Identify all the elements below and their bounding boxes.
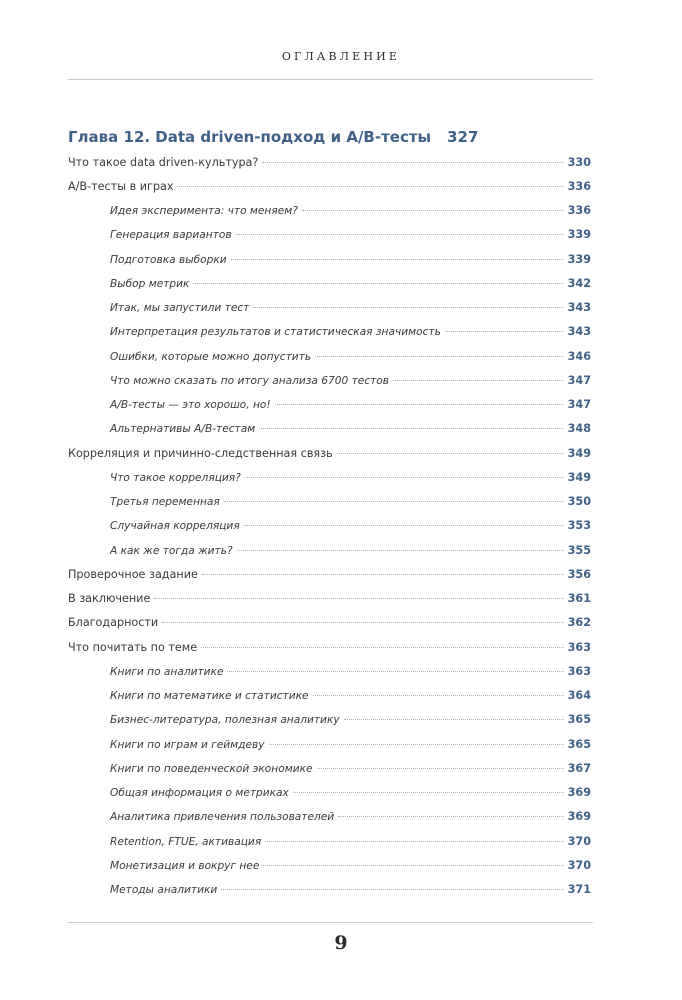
- toc-entry-label: Бизнес-литература, полезная аналитику: [110, 714, 340, 727]
- toc-subentry[interactable]: [68, 199, 591, 223]
- toc-entry-label: Выбор метрик: [110, 277, 190, 290]
- toc-entry[interactable]: [68, 563, 591, 587]
- toc-subentry[interactable]: [68, 490, 591, 514]
- dot-leader: [315, 356, 564, 357]
- toc-entry-label: В заключение: [68, 592, 151, 605]
- toc-subentry[interactable]: [68, 369, 591, 393]
- toc-entry-page: 363: [567, 664, 591, 678]
- toc-entry-page: 370: [567, 858, 591, 872]
- dot-leader: [202, 574, 564, 575]
- toc-entry[interactable]: [68, 636, 591, 660]
- dot-leader: [393, 380, 564, 381]
- dot-leader: [236, 234, 564, 235]
- toc-entry-page: 347: [567, 373, 591, 387]
- toc-entry-page: 353: [567, 519, 591, 533]
- toc-entry-label: Корреляция и причинно-следственная связь: [68, 446, 333, 460]
- dot-leader: [162, 622, 563, 623]
- toc-subentry[interactable]: [68, 248, 591, 272]
- toc-entry-label: Что почитать по теме: [68, 640, 198, 654]
- toc-entry-label: Книги по математике и статистике: [110, 690, 309, 702]
- header-divider: [68, 79, 593, 80]
- dot-leader: [259, 428, 563, 429]
- toc-subentry[interactable]: [68, 781, 591, 805]
- toc-subentry[interactable]: [68, 296, 591, 320]
- toc-entry-label: Методы аналитики: [110, 884, 218, 896]
- toc-entry-page: 370: [567, 834, 591, 848]
- toc-entry-page: 343: [567, 301, 591, 314]
- dot-leader: [344, 719, 564, 720]
- toc-entry-page: 361: [567, 592, 591, 605]
- toc-entry-page: 365: [567, 713, 591, 727]
- toc-entry-page: 369: [567, 810, 591, 824]
- dot-leader: [302, 210, 564, 211]
- toc-entry-label: Что такое data driven-культура?: [68, 155, 259, 169]
- toc-subentry[interactable]: [68, 345, 591, 369]
- toc-entry-page: 336: [567, 204, 591, 217]
- dot-leader: [337, 453, 564, 454]
- toc-entry-page: 339: [567, 228, 591, 242]
- toc-subentry[interactable]: [68, 684, 591, 708]
- dot-leader: [177, 186, 563, 187]
- toc-entry-label: Благодарности: [68, 616, 159, 630]
- chapter-page-number: 327: [447, 128, 479, 146]
- toc-subentry[interactable]: [68, 660, 591, 684]
- toc-subentry[interactable]: [68, 417, 591, 441]
- toc-entry-label: Книги по играм и геймдеву: [110, 738, 265, 751]
- page-number: 9: [334, 932, 348, 954]
- toc-entry[interactable]: [68, 611, 591, 635]
- toc-entry-label: Генерация вариантов: [110, 229, 232, 242]
- toc-entry-page: 346: [567, 349, 591, 363]
- dot-leader: [253, 307, 563, 308]
- toc-entry-page: 365: [567, 737, 591, 751]
- dot-leader: [269, 744, 564, 745]
- toc-entry-label: Что такое корреляция?: [110, 471, 241, 484]
- toc-entry-label: Интерпретация результатов и статистическая значимость: [110, 326, 441, 339]
- dot-leader: [227, 671, 563, 672]
- toc-entry-page: 348: [567, 422, 591, 436]
- dot-leader: [317, 768, 564, 769]
- chapter-title: Глава 12. Data driven-подход и А/В-тесты: [68, 128, 432, 146]
- toc-subentry[interactable]: [68, 757, 591, 781]
- toc-entry-page: 350: [567, 495, 591, 508]
- toc-entry-label: Книги по аналитике: [110, 665, 224, 678]
- toc-entry-label: Подготовка выборки: [110, 253, 227, 266]
- toc-subentry[interactable]: [68, 393, 591, 417]
- toc-subentry[interactable]: [68, 708, 591, 732]
- toc-subentry[interactable]: [68, 514, 591, 538]
- toc-entry-page: 342: [567, 276, 591, 290]
- toc-entry-label: А как же тогда жить?: [110, 544, 233, 557]
- dot-leader: [231, 259, 564, 260]
- dot-leader: [237, 550, 564, 551]
- toc-entry-page: 336: [567, 179, 591, 193]
- dot-leader: [293, 792, 564, 793]
- toc-entry-label: Книги по поведенческой экономике: [110, 762, 313, 775]
- toc-entry-label: Что можно сказать по итогу анализа 6700 тестов: [110, 374, 390, 387]
- toc-entry[interactable]: [68, 175, 591, 199]
- dot-leader: [245, 477, 564, 478]
- dot-leader: [154, 598, 563, 599]
- toc-entry-label: Аналитика привлечения пользователей: [110, 811, 335, 824]
- dot-leader: [265, 841, 563, 842]
- toc-entry[interactable]: [68, 587, 591, 611]
- toc-subentry[interactable]: [68, 223, 591, 247]
- toc-subentry[interactable]: [68, 805, 591, 829]
- running-header: ОГЛАВЛЕНИЕ: [281, 50, 401, 63]
- toc-entry-label: Итак, мы запустили тест: [110, 302, 250, 314]
- toc-entry[interactable]: [68, 151, 591, 175]
- toc-entry-page: 349: [567, 470, 591, 484]
- toc-subentry[interactable]: [68, 854, 591, 878]
- toc-entry-page: 330: [567, 155, 591, 169]
- chapter-heading[interactable]: [68, 126, 478, 148]
- dot-leader: [221, 889, 563, 890]
- toc-entry-label: Проверочное задание: [68, 567, 198, 581]
- dot-leader: [338, 816, 563, 817]
- dot-leader: [201, 647, 564, 648]
- toc-entry-page: 349: [567, 446, 591, 460]
- toc-subentry[interactable]: [68, 466, 591, 490]
- toc-entry-page: 356: [567, 567, 591, 581]
- toc-entry-label: Retention, FTUE, активация: [110, 835, 262, 848]
- footer-divider: [68, 922, 593, 923]
- dot-leader: [275, 404, 564, 405]
- table-of-contents: [68, 151, 591, 903]
- toc-entry-label: Идея эксперимента: что меняем?: [110, 205, 298, 217]
- dot-leader: [313, 695, 564, 696]
- toc-entry-label: Третья переменная: [110, 496, 220, 508]
- toc-entry-label: Ошибки, которые можно допустить: [110, 350, 312, 363]
- toc-subentry[interactable]: [68, 272, 591, 296]
- toc-entry-page: 363: [567, 640, 591, 654]
- toc-subentry[interactable]: [68, 878, 591, 902]
- toc-subentry[interactable]: [68, 830, 591, 854]
- toc-entry-label: Случайная корреляция: [110, 520, 240, 533]
- toc-entry-page: 362: [567, 616, 591, 630]
- dot-leader: [224, 501, 564, 502]
- toc-entry-page: 364: [567, 689, 591, 702]
- dot-leader: [445, 331, 564, 332]
- dot-leader: [263, 865, 563, 866]
- toc-entry-label: А/В-тесты — это хорошо, но!: [110, 399, 271, 411]
- dot-leader: [193, 283, 563, 284]
- toc-entry-page: 371: [567, 883, 591, 896]
- toc-entry-page: 339: [567, 252, 591, 266]
- toc-entry-label: Общая информация о метриках: [110, 787, 289, 799]
- toc-entry-label: А/В-тесты в играх: [68, 179, 174, 193]
- toc-entry-label: Монетизация и вокруг нее: [110, 859, 260, 872]
- dot-leader: [244, 525, 564, 526]
- toc-entry-page: 355: [567, 543, 591, 557]
- toc-entry-page: 343: [567, 325, 591, 339]
- toc-entry-page: 369: [567, 786, 591, 799]
- toc-entry-page: 347: [567, 398, 591, 411]
- dot-leader: [262, 162, 563, 163]
- toc-subentry[interactable]: [68, 539, 591, 563]
- toc-subentry[interactable]: [68, 320, 591, 344]
- toc-entry[interactable]: [68, 442, 591, 466]
- toc-subentry[interactable]: [68, 733, 591, 757]
- toc-entry-label: Альтернативы А/В-тестам: [110, 423, 256, 436]
- toc-entry-page: 367: [567, 761, 591, 775]
